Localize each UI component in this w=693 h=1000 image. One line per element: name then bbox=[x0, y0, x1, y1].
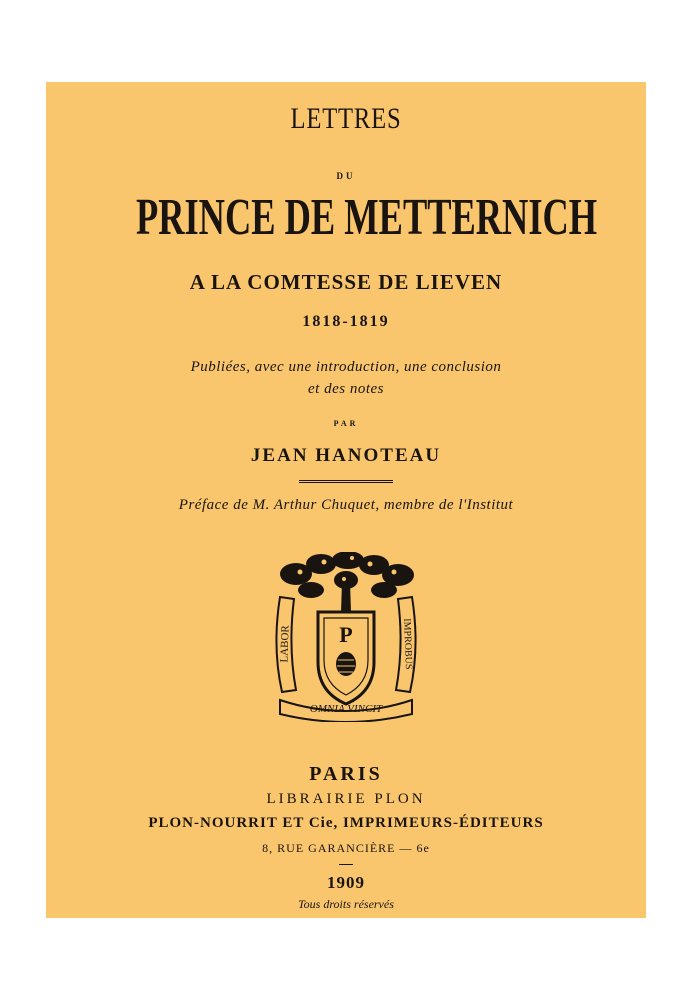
title-line-1: LETTRES bbox=[290, 102, 402, 135]
emblem-monogram: P bbox=[339, 622, 353, 647]
title-line-2: PRINCE DE METTERNICH bbox=[136, 189, 598, 246]
printer-mark-emblem-icon bbox=[266, 552, 426, 722]
imprint-publisher-full: PLON-NOURRIT ET Cie, IMPRIMEURS-ÉDITEURS bbox=[148, 815, 544, 831]
by-label: PAR bbox=[333, 419, 359, 428]
title-page bbox=[46, 82, 646, 918]
imprint-address: 8, RUE GARANCIÈRE — 6e bbox=[262, 841, 430, 855]
preface: Préface de M. Arthur Chuquet, membre de l'Institut bbox=[178, 497, 514, 513]
title-connector: DU bbox=[336, 171, 356, 181]
emblem-motto-left: LABOR bbox=[278, 625, 292, 663]
imprint-publisher: LIBRAIRIE PLON bbox=[266, 791, 426, 807]
publication-note-line-1: Publiées, avec une introduction, une conclusion bbox=[190, 359, 502, 375]
small-divider bbox=[339, 864, 353, 865]
imprint-year: 1909 bbox=[327, 873, 365, 892]
subtitle: A LA COMTESSE DE LIEVEN bbox=[189, 270, 503, 294]
author: JEAN HANOTEAU bbox=[250, 445, 442, 466]
publication-note-line-2: et des notes bbox=[308, 381, 384, 397]
dates: 1818-1819 bbox=[302, 313, 390, 330]
divider-rule bbox=[299, 480, 393, 483]
emblem-motto-right: IMPROBUS bbox=[401, 618, 414, 670]
imprint-rights: Tous droits réservés bbox=[298, 897, 394, 911]
imprint-city: PARIS bbox=[309, 763, 383, 785]
emblem-motto-bottom: OMNIA VINCIT bbox=[309, 703, 383, 715]
